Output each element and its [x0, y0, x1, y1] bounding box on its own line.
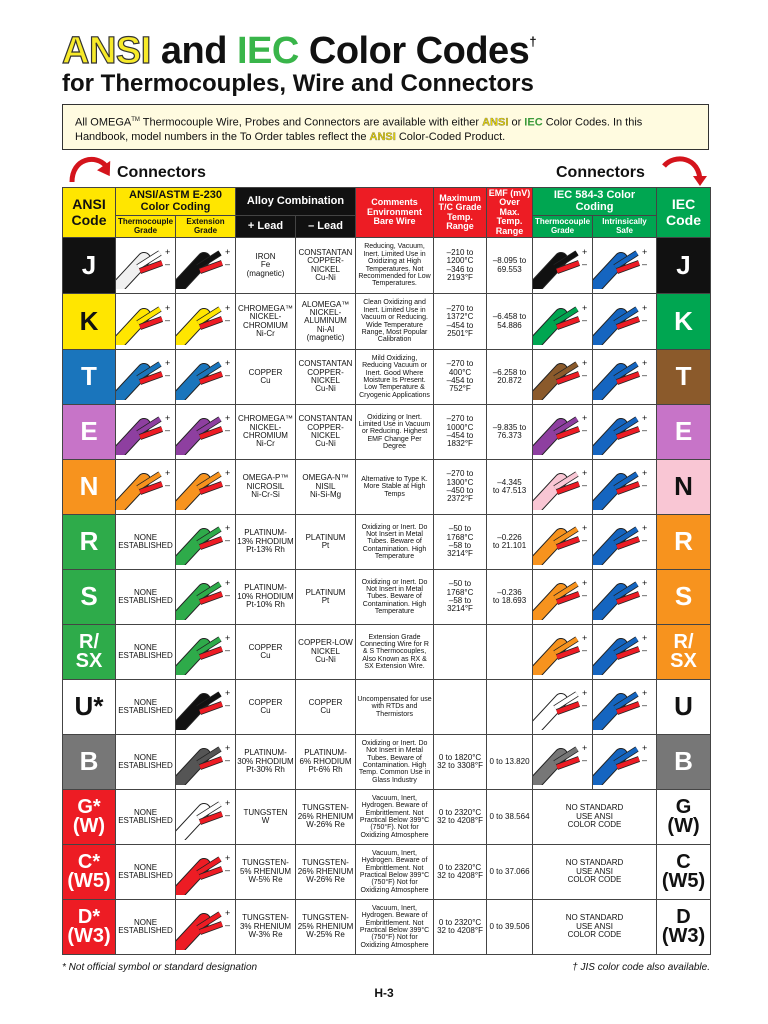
- svg-text:–: –: [165, 314, 171, 325]
- svg-text:+: +: [582, 302, 588, 313]
- max-temp-cell: 0 to 2320°C 32 to 4208°F: [434, 900, 487, 955]
- ansi-ext-wire-icon: [176, 790, 236, 845]
- title-iec: IEC: [236, 30, 299, 72]
- svg-text:+: +: [165, 413, 171, 423]
- svg-text:–: –: [225, 258, 231, 269]
- comments-cell: Mild Oxidizing, Reducing Vacuum or Inert. Good Where Moisture Is Present. Low Temperature & Cryogenic Applications: [356, 350, 434, 405]
- header-max-temp: Maximum T/C Grade Temp. Range: [434, 188, 487, 238]
- ansi-code-cell: S: [63, 570, 116, 625]
- iec-safe-wire-icon: [593, 294, 657, 350]
- ansi-code-cell: D* (W3): [63, 900, 116, 955]
- intro-box: [62, 104, 709, 150]
- svg-text:–: –: [225, 920, 231, 930]
- svg-text:–: –: [642, 425, 648, 435]
- svg-text:+: +: [582, 633, 588, 643]
- svg-text:+: +: [225, 633, 231, 643]
- svg-text:–: –: [225, 480, 231, 490]
- svg-text:+: +: [225, 853, 231, 863]
- svg-text:+: +: [582, 523, 588, 533]
- max-temp-cell: –270 to 1300°C –450 to 2372°F: [434, 460, 487, 515]
- ansi-tc-wire-icon: [116, 405, 176, 460]
- svg-text:–: –: [642, 314, 648, 325]
- comments-cell: Uncompensated for use with RTDs and Thermistors: [356, 680, 434, 735]
- plus-lead-cell: IRON Fe (magnetic): [236, 238, 296, 294]
- svg-text:–: –: [225, 425, 231, 435]
- intro-text: or: [508, 116, 525, 129]
- title-dagger: †: [529, 34, 537, 49]
- iec-tc-wire-icon: [533, 625, 593, 680]
- comments-cell: Extension Grade Connecting Wire for R & S Thermocouples, Also Known as RX & SX Extension Wire.: [356, 625, 434, 680]
- table-row: [63, 570, 711, 625]
- max-temp-cell: 0 to 2320°C 32 to 4208°F: [434, 790, 487, 845]
- svg-text:–: –: [582, 645, 588, 655]
- svg-text:+: +: [582, 743, 588, 753]
- table-row: [63, 625, 711, 680]
- ansi-code-cell: U*: [63, 680, 116, 735]
- iec-safe-wire-icon: [593, 350, 657, 405]
- svg-text:–: –: [582, 590, 588, 600]
- minus-lead-cell: CONSTANTAN COPPER- NICKEL Cu-Ni: [296, 238, 356, 294]
- comments-cell: Clean Oxidizing and Inert. Limited Use in Vacuum or Reducing. Wide Temperature Range, Most Popular Calibration: [356, 294, 434, 350]
- table-row: [63, 900, 711, 955]
- comments-cell: Vacuum, Inert, Hydrogen. Beware of Embrittlement. Not Practical Below 399°C (750°F). Not for Oxidizing Atmosphere: [356, 790, 434, 845]
- footnote-right: † JIS color code also available.: [572, 962, 710, 973]
- plus-lead-cell: PLATINUM- 13% RHODIUM Pt-13% Rh: [236, 515, 296, 570]
- comments-cell: Oxidizing or Inert. Do Not Insert in Metal Tubes. Beware of Contamination. High Temperature: [356, 515, 434, 570]
- svg-text:–: –: [642, 535, 648, 545]
- svg-text:–: –: [165, 480, 171, 490]
- ansi-code-cell: B: [63, 735, 116, 790]
- plus-lead-cell: TUNGSTEN- 5% RHENIUM W-5% Re: [236, 845, 296, 900]
- svg-text:–: –: [582, 425, 588, 435]
- table-row: [63, 845, 711, 900]
- svg-text:+: +: [225, 413, 231, 423]
- intro-text: Color Codes. In this Handbook, model numbers in the To Order tables reflect the: [75, 116, 643, 143]
- svg-text:+: +: [642, 743, 648, 753]
- minus-lead-cell: CONSTANTAN COPPER- NICKEL Cu-Ni: [296, 405, 356, 460]
- header-alloy: Alloy Combination: [236, 188, 356, 216]
- table-row: [63, 238, 711, 294]
- plus-lead-cell: COPPER Cu: [236, 350, 296, 405]
- intro-ansi: ANSI: [369, 130, 396, 143]
- svg-text:–: –: [225, 755, 231, 765]
- svg-text:+: +: [225, 743, 231, 753]
- svg-text:–: –: [225, 314, 231, 325]
- page-subtitle: for Thermocouples, Wire and Connectors: [62, 70, 534, 97]
- plus-lead-cell: OMEGA-P™ NICROSIL Ni-Cr-Si: [236, 460, 296, 515]
- svg-text:+: +: [642, 246, 648, 257]
- svg-text:–: –: [642, 590, 648, 600]
- svg-text:+: +: [582, 413, 588, 423]
- svg-text:+: +: [225, 908, 231, 918]
- svg-text:–: –: [642, 645, 648, 655]
- minus-lead-cell: TUNGSTEN- 25% RHENIUM W-25% Re: [296, 900, 356, 955]
- table-row: [63, 294, 711, 350]
- svg-text:+: +: [642, 302, 648, 313]
- plus-lead-cell: TUNGSTEN- 3% RHENIUM W-3% Re: [236, 900, 296, 955]
- iec-tc-wire-icon: [533, 294, 593, 350]
- iec-no-standard: NO STANDARD USE ANSI COLOR CODE: [533, 900, 657, 955]
- svg-text:–: –: [582, 370, 588, 380]
- ansi-ext-wire-icon: [176, 570, 236, 625]
- plus-lead-cell: TUNGSTEN W: [236, 790, 296, 845]
- iec-safe-wire-icon: [593, 515, 657, 570]
- svg-text:+: +: [165, 468, 171, 478]
- minus-lead-cell: TUNGSTEN- 26% RHENIUM W-26% Re: [296, 845, 356, 900]
- intro-text: Color-Coded Product.: [395, 130, 506, 143]
- svg-text:+: +: [642, 633, 648, 643]
- svg-text:–: –: [642, 755, 648, 765]
- iec-code-cell: C (W5): [657, 845, 711, 900]
- svg-text:–: –: [582, 535, 588, 545]
- ansi-code-cell: R: [63, 515, 116, 570]
- iec-tc-wire-icon: [533, 735, 593, 790]
- intro-text: Thermocouple Wire, Probes and Connectors are available with either: [139, 116, 483, 129]
- iec-safe-wire-icon: [593, 735, 657, 790]
- emf-cell: –6.258 to 20.872: [487, 350, 533, 405]
- svg-text:+: +: [165, 358, 171, 368]
- iec-tc-wire-icon: [533, 405, 593, 460]
- svg-text:+: +: [225, 578, 231, 588]
- iec-safe-wire-icon: [593, 570, 657, 625]
- table-row: [63, 350, 711, 405]
- table-row: [63, 680, 711, 735]
- svg-text:+: +: [642, 468, 648, 478]
- header-ext-grade: Extension Grade: [176, 216, 236, 238]
- iec-code-cell: U: [657, 680, 711, 735]
- ansi-code-cell: K: [63, 294, 116, 350]
- header-iec-tc-grade: Thermocouple Grade: [533, 216, 593, 238]
- header-text: ANSI/ASTM E-230 Color Coding: [129, 188, 222, 213]
- minus-lead-cell: OMEGA-N™ NISIL Ni-Si-Mg: [296, 460, 356, 515]
- ansi-tc-none: NONE ESTABLISHED: [116, 790, 176, 845]
- svg-text:–: –: [642, 370, 648, 380]
- svg-text:+: +: [642, 688, 648, 698]
- emf-cell: 0 to 37.066: [487, 845, 533, 900]
- ansi-code-cell: R/ SX: [63, 625, 116, 680]
- iec-tc-wire-icon: [533, 515, 593, 570]
- iec-code-cell: B: [657, 735, 711, 790]
- svg-text:–: –: [582, 755, 588, 765]
- svg-text:–: –: [165, 370, 171, 380]
- ansi-ext-wire-icon: [176, 294, 236, 350]
- iec-no-standard: NO STANDARD USE ANSI COLOR CODE: [533, 845, 657, 900]
- svg-text:+: +: [642, 523, 648, 533]
- plus-lead-cell: COPPER Cu: [236, 625, 296, 680]
- svg-text:–: –: [225, 865, 231, 875]
- svg-text:+: +: [582, 246, 588, 257]
- svg-text:–: –: [165, 425, 171, 435]
- minus-lead-cell: PLATINUM- 6% RHODIUM Pt-6% Rh: [296, 735, 356, 790]
- color-code-table: [62, 187, 711, 955]
- table-row: [63, 460, 711, 515]
- header-ansi-code: ANSI Code: [63, 188, 116, 238]
- iec-safe-wire-icon: [593, 405, 657, 460]
- intro-iec: IEC: [524, 116, 543, 129]
- header-emf: EMF (mV) Over Max. Temp. Range: [487, 188, 533, 238]
- table-row: [63, 735, 711, 790]
- comments-cell: Reducing, Vacuum, Inert. Limited Use in Oxidizing at High Temperatures. Not Recommended for Low Temperatures.: [356, 238, 434, 294]
- iec-tc-wire-icon: [533, 238, 593, 294]
- connectors-label-right: Connectors: [556, 164, 645, 181]
- max-temp-cell: –210 to 1200°C –346 to 2193°F: [434, 238, 487, 294]
- intro-text: All OMEGA: [75, 116, 132, 129]
- emf-cell: 0 to 13.820: [487, 735, 533, 790]
- ansi-tc-none: NONE ESTABLISHED: [116, 625, 176, 680]
- iec-code-cell: G (W): [657, 790, 711, 845]
- ansi-tc-none: NONE ESTABLISHED: [116, 900, 176, 955]
- comments-cell: Alternative to Type K. More Stable at High Temps: [356, 460, 434, 515]
- ansi-tc-none: NONE ESTABLISHED: [116, 515, 176, 570]
- ansi-ext-wire-icon: [176, 350, 236, 405]
- svg-text:+: +: [165, 302, 171, 313]
- table-body: [63, 238, 711, 955]
- svg-text:–: –: [225, 700, 231, 710]
- max-temp-cell: –50 to 1768°C –58 to 3214°F: [434, 515, 487, 570]
- max-temp-cell: –270 to 400°C –454 to 752°F: [434, 350, 487, 405]
- intro-tm: TM: [131, 117, 140, 123]
- svg-text:–: –: [642, 480, 648, 490]
- ansi-ext-wire-icon: [176, 680, 236, 735]
- title-rest: Color Codes: [308, 30, 530, 72]
- ansi-ext-wire-icon: [176, 238, 236, 294]
- plus-lead-cell: PLATINUM- 30% RHODIUM Pt-30% Rh: [236, 735, 296, 790]
- ansi-tc-wire-icon: [116, 460, 176, 515]
- minus-lead-cell: CONSTANTAN COPPER- NICKEL Cu-Ni: [296, 350, 356, 405]
- max-temp-cell: –270 to 1372°C –454 to 2501°F: [434, 294, 487, 350]
- iec-code-cell: S: [657, 570, 711, 625]
- title-ansi: ANSI: [62, 30, 151, 72]
- emf-cell: –6.458 to 54.886: [487, 294, 533, 350]
- ansi-tc-wire-icon: [116, 350, 176, 405]
- ansi-ext-wire-icon: [176, 405, 236, 460]
- iec-tc-wire-icon: [533, 570, 593, 625]
- table-row: [63, 515, 711, 570]
- table-row: [63, 790, 711, 845]
- svg-text:–: –: [582, 700, 588, 710]
- header-iec-code: IEC Code: [657, 188, 711, 238]
- svg-text:+: +: [225, 523, 231, 533]
- title-and: and: [160, 30, 227, 72]
- ansi-code-cell: J: [63, 238, 116, 294]
- minus-lead-cell: COPPER-LOW NICKEL Cu-Ni: [296, 625, 356, 680]
- iec-code-cell: K: [657, 294, 711, 350]
- ansi-tc-wire-icon: [116, 294, 176, 350]
- ansi-ext-wire-icon: [176, 460, 236, 515]
- iec-no-standard: NO STANDARD USE ANSI COLOR CODE: [533, 790, 657, 845]
- iec-safe-wire-icon: [593, 238, 657, 294]
- ansi-code-cell: N: [63, 460, 116, 515]
- minus-lead-cell: PLATINUM Pt: [296, 515, 356, 570]
- minus-lead-cell: ALOMEGA™ NICKEL- ALUMINUM Ni-Al (magnetic): [296, 294, 356, 350]
- page-number: H-3: [374, 986, 394, 1000]
- max-temp-cell: [434, 625, 487, 680]
- emf-cell: 0 to 38.564: [487, 790, 533, 845]
- max-temp-cell: [434, 680, 487, 735]
- header-iec-safe: Intrinsically Safe: [593, 216, 657, 238]
- intro-ansi: ANSI: [482, 116, 509, 129]
- iec-code-cell: R: [657, 515, 711, 570]
- emf-cell: [487, 680, 533, 735]
- max-temp-cell: 0 to 2320°C 32 to 4208°F: [434, 845, 487, 900]
- minus-lead-cell: COPPER Cu: [296, 680, 356, 735]
- ansi-tc-none: NONE ESTABLISHED: [116, 680, 176, 735]
- svg-text:+: +: [642, 358, 648, 368]
- emf-cell: –0.236 to 18.693: [487, 570, 533, 625]
- connectors-label-left: Connectors: [117, 164, 206, 181]
- iec-code-cell: N: [657, 460, 711, 515]
- svg-text:–: –: [165, 258, 171, 269]
- plus-lead-cell: CHROMEGA™ NICKEL- CHROMIUM Ni-Cr: [236, 405, 296, 460]
- ansi-ext-wire-icon: [176, 735, 236, 790]
- iec-tc-wire-icon: [533, 350, 593, 405]
- svg-text:+: +: [225, 798, 231, 808]
- minus-lead-cell: TUNGSTEN- 26% RHENIUM W-26% Re: [296, 790, 356, 845]
- svg-text:+: +: [225, 358, 231, 368]
- ansi-code-cell: T: [63, 350, 116, 405]
- comments-cell: Oxidizing or Inert. Do Not Insert in Metal Tubes. Beware of Contamination. High Temp. Common Use in Glass Industry: [356, 735, 434, 790]
- ansi-ext-wire-icon: [176, 515, 236, 570]
- iec-safe-wire-icon: [593, 680, 657, 735]
- ansi-code-cell: E: [63, 405, 116, 460]
- curved-arrow-icon: [66, 152, 116, 186]
- svg-text:+: +: [225, 688, 231, 698]
- iec-safe-wire-icon: [593, 625, 657, 680]
- svg-text:–: –: [582, 258, 588, 269]
- svg-text:+: +: [165, 246, 171, 257]
- svg-text:–: –: [225, 590, 231, 600]
- max-temp-cell: –270 to 1000°C –454 to 1832°F: [434, 405, 487, 460]
- svg-text:–: –: [642, 258, 648, 269]
- ansi-ext-wire-icon: [176, 845, 236, 900]
- header-comments: Comments Environment Bare Wire: [356, 188, 434, 238]
- comments-cell: Vacuum, Inert, Hydrogen. Beware of Embrittlement. Not Practical Below 399°C (750°F) Not for Oxidizing Atmosphere: [356, 845, 434, 900]
- max-temp-cell: –50 to 1768°C –58 to 3214°F: [434, 570, 487, 625]
- iec-code-cell: T: [657, 350, 711, 405]
- svg-text:–: –: [225, 810, 231, 820]
- iec-code-cell: R/ SX: [657, 625, 711, 680]
- ansi-tc-none: NONE ESTABLISHED: [116, 845, 176, 900]
- plus-lead-cell: COPPER Cu: [236, 680, 296, 735]
- svg-text:+: +: [225, 246, 231, 257]
- plus-lead-cell: PLATINUM- 10% RHODIUM Pt-10% Rh: [236, 570, 296, 625]
- svg-text:+: +: [582, 578, 588, 588]
- header-tc-grade: Thermocouple Grade: [116, 216, 176, 238]
- plus-lead-cell: CHROMEGA™ NICKEL- CHROMIUM Ni-Cr: [236, 294, 296, 350]
- ansi-code-cell: G* (W): [63, 790, 116, 845]
- iec-tc-wire-icon: [533, 680, 593, 735]
- iec-safe-wire-icon: [593, 460, 657, 515]
- table-row: [63, 405, 711, 460]
- emf-cell: –8.095 to 69.553: [487, 238, 533, 294]
- emf-cell: –4.345 to 47.513: [487, 460, 533, 515]
- iec-code-cell: D (W3): [657, 900, 711, 955]
- svg-text:–: –: [225, 535, 231, 545]
- svg-text:+: +: [582, 688, 588, 698]
- ansi-ext-wire-icon: [176, 625, 236, 680]
- iec-code-cell: J: [657, 238, 711, 294]
- max-temp-cell: 0 to 1820°C 32 to 3308°F: [434, 735, 487, 790]
- emf-cell: –0.226 to 21.101: [487, 515, 533, 570]
- emf-cell: 0 to 39.506: [487, 900, 533, 955]
- svg-text:+: +: [582, 358, 588, 368]
- svg-text:–: –: [225, 370, 231, 380]
- page-title: [62, 30, 536, 73]
- svg-text:+: +: [642, 578, 648, 588]
- svg-text:–: –: [225, 645, 231, 655]
- svg-text:–: –: [582, 480, 588, 490]
- svg-text:+: +: [582, 468, 588, 478]
- ansi-tc-wire-icon: [116, 238, 176, 294]
- svg-text:–: –: [582, 314, 588, 325]
- ansi-code-cell: C* (W5): [63, 845, 116, 900]
- iec-code-cell: E: [657, 405, 711, 460]
- ansi-tc-none: NONE ESTABLISHED: [116, 735, 176, 790]
- svg-text:+: +: [642, 413, 648, 423]
- curved-arrow-icon: [660, 152, 710, 186]
- footnote-left: * Not official symbol or standard designation: [62, 962, 258, 973]
- svg-text:–: –: [642, 700, 648, 710]
- emf-cell: –9.835 to 76.373: [487, 405, 533, 460]
- header-iec-color-coding: IEC 584-3 Color Coding: [533, 188, 657, 216]
- ansi-ext-wire-icon: [176, 900, 236, 955]
- header-ansi-color-coding: [116, 188, 236, 216]
- svg-text:+: +: [225, 468, 231, 478]
- comments-cell: Oxidizing or Inert. Do Not Insert in Metal Tubes. Beware of Contamination. High Temperature: [356, 570, 434, 625]
- comments-cell: Oxidizing or Inert. Limited Use in Vacuum or Reducing. Highest EMF Change Per Degree: [356, 405, 434, 460]
- ansi-tc-none: NONE ESTABLISHED: [116, 570, 176, 625]
- header-minus-lead: – Lead: [296, 216, 356, 238]
- header-plus-lead: + Lead: [236, 216, 296, 238]
- comments-cell: Vacuum, Inert, Hydrogen. Beware of Embrittlement. Not Practical Below 399°C (750°F) Not for Oxidizing Atmosphere: [356, 900, 434, 955]
- svg-text:+: +: [225, 302, 231, 313]
- emf-cell: [487, 625, 533, 680]
- minus-lead-cell: PLATINUM Pt: [296, 570, 356, 625]
- iec-tc-wire-icon: [533, 460, 593, 515]
